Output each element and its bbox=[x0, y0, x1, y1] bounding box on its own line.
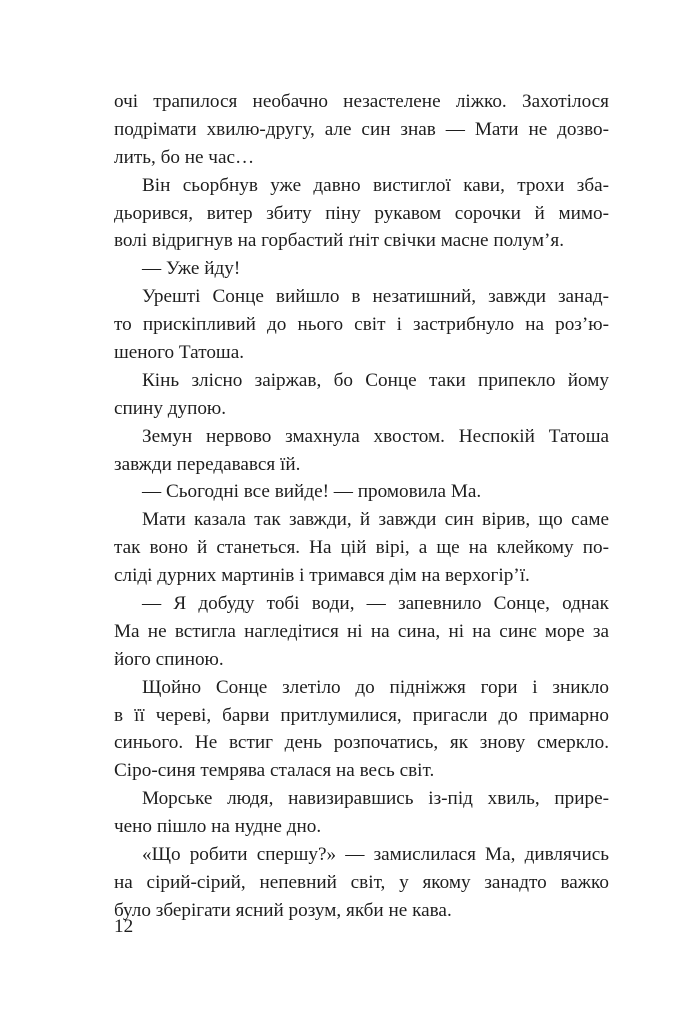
text-line: — Уже йду! bbox=[142, 258, 241, 280]
text-line: то прискіпливий до нього світ і застрибнуло на роз’ю- bbox=[114, 314, 609, 336]
text-line: його спиною. bbox=[114, 648, 224, 670]
text-line: Мати казала так завжди, й завжди син вірив, що саме bbox=[142, 509, 609, 531]
text-line: очі трапилося необачно незастелене ліжко. Захотілося bbox=[114, 91, 609, 112]
text-line: — Сьогодні все вийде! — промовила Ма. bbox=[142, 481, 482, 503]
text-line: Кінь злісно заіржав, бо Сонце таки припекло йому bbox=[142, 369, 609, 391]
text-line: Щойно Сонце злетіло до підніжжя гори і зникло bbox=[142, 676, 609, 698]
text-line: дьорився, витер збиту піну рукавом сорочки й мимо- bbox=[114, 202, 609, 224]
text-line: Ма не встигла нагледітися ні на сина, ні на синє море за bbox=[114, 620, 609, 642]
text-line: «Що робити спершу?» — замислилася Ма, дивлячись bbox=[142, 844, 609, 866]
text-line: на сірий-сірий, непевний світ, у якому занадто важко bbox=[114, 871, 609, 893]
text-line: Морське людя, навизиравшись із-під хвиль, прире- bbox=[142, 788, 609, 810]
text-line: подрімати хвилю-другу, але син знав — Мати не дозво- bbox=[114, 118, 609, 140]
text-line: — Я добуду тобі води, — запевнило Сонце, однак bbox=[142, 593, 609, 615]
text-line: лить, бо не час… bbox=[114, 146, 255, 168]
text-line: сліді дурних мартинів і тримався дім на верхогір’ї. bbox=[114, 565, 530, 587]
text-line: чено пішло на нудне дно. bbox=[114, 816, 322, 838]
text-line: так воно й станеться. На цій вірі, а ще на клейкому по- bbox=[114, 537, 609, 559]
text-line: волі відригнув на горбастий ґніт свічки масне полум’я. bbox=[114, 230, 565, 252]
text-line: в її череві, барви притлумилися, пригасли до примарно bbox=[114, 704, 609, 726]
text-line: синього. Не встиг день розпочатись, як знову смеркло. bbox=[114, 732, 609, 754]
text-line: шеного Татоша. bbox=[114, 342, 245, 364]
text-line: Сіро-синя темрява сталася на весь світ. bbox=[114, 760, 435, 782]
text-line: Він сьорбнув уже давно вистиглої кави, трохи зба- bbox=[142, 174, 609, 196]
body-text bbox=[114, 88, 609, 925]
text-line: Урешті Сонце вийшло в незатишний, завжди занад- bbox=[142, 286, 609, 308]
text-line: спину дупою. bbox=[114, 397, 227, 419]
text-line: Земун нервово змахнула хвостом. Неспокій Татоша bbox=[142, 425, 609, 447]
text-line: було зберігати ясний розум, якби не кава. bbox=[114, 899, 452, 921]
text-line: завжди передавався їй. bbox=[114, 453, 301, 475]
page-number: 12 bbox=[114, 916, 134, 937]
